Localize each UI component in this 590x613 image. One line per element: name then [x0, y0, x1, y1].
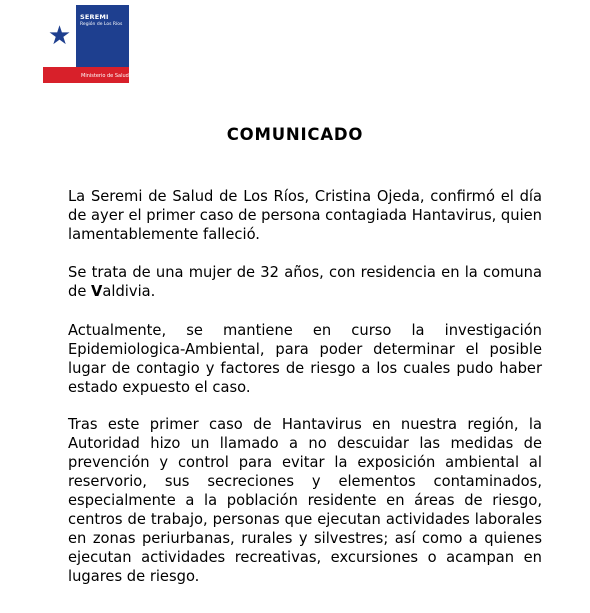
paragraph-2-bold-initial: V [91, 283, 103, 300]
logo-ministry: Ministerio de Salud [81, 73, 129, 79]
seremi-logo [43, 5, 129, 83]
paragraph-2-text: Se trata de una mujer de 32 años, con residencia en la comuna de [68, 264, 542, 300]
logo-org-name: SEREMI [80, 13, 109, 21]
logo-region: Región de Los Ríos [80, 22, 123, 27]
paragraph-2-text-end: aldivia. [102, 283, 156, 300]
document-title: COMUNICADO [226, 125, 364, 144]
paragraph-4: Tras este primer caso de Hantavirus en nuestra región, la Autoridad hizo un llamado a no descuidar las medidas de prevención y control para evitar la exposición ambiental al reservorio, sus secreciones y elementos contaminados, especialmente a la población residente en áreas de riesgo, centros de trabajo, personas que ejecutan actividades laborales en zonas periurbanas, rurales y silvestres; así como a quienes ejecutan actividades recreativas, excursiones o acampan en lugares de riesgo. [68, 416, 542, 585]
coat-of-arms-icon: ★ [47, 21, 72, 51]
paragraph-1: La Seremi de Salud de Los Ríos, Cristina Ojeda, confirmó el día de ayer el primer caso de persona contagiada Hantavirus, quien lamentablemente falleció. [68, 188, 542, 243]
paragraph-2 [68, 263, 542, 301]
paragraph-3: Actualmente, se mantiene en curso la investigación Epidemiologica-Ambiental, para poder determinar el posible lugar de contagio y factores de riesgo a los cuales pudo haber estado expuesto el caso. [68, 322, 542, 396]
